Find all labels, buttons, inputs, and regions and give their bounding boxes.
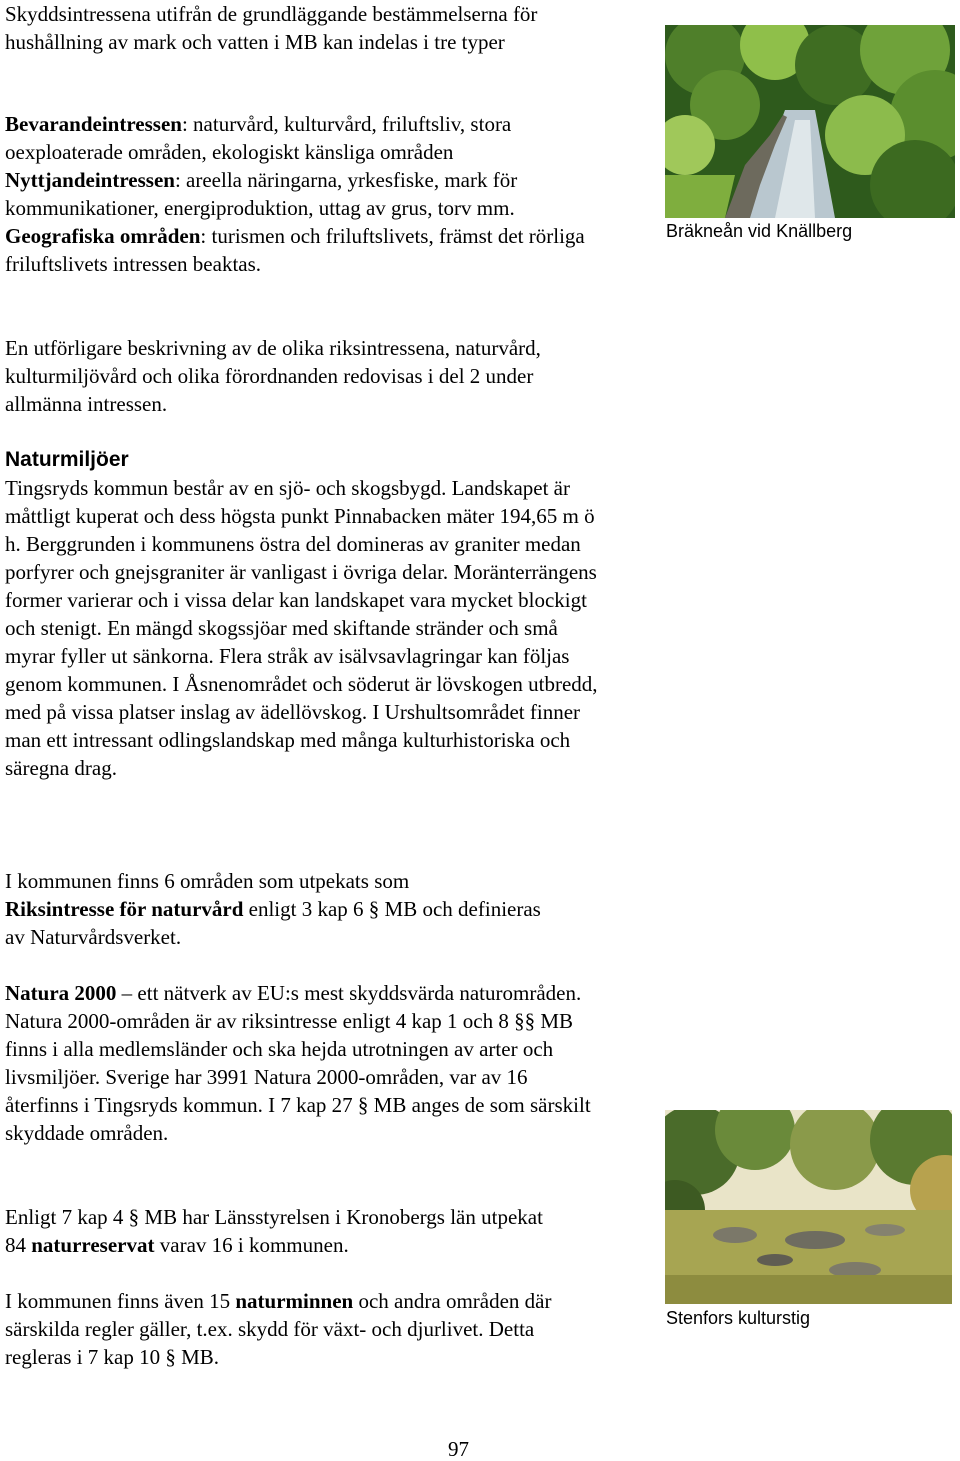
- naturmiljoer-text: Tingsryds kommun består av en sjö- och skogsbygd. Landskapet är måttligt kuperat och dess högsta punkt Pinnabacken mäter 194,65 m ö h. Berggrunden i kommunens östra del domineras av graniter medan porfyrer och gnejsgraniter är vanligast i övriga delar. Moränterrängens former varierar och i vissa delar kan landskapet vara mycket blockigt och stenigt. En mängd skogssjöar med skiftande stränder och små myrar fyller ut sänkorna. Flera stråk av isälvsavlagringar kan följas genom kommunen. I Åsnenområdet och söderut är lövskogen utbredd, med på vissa platser inslag av ädellövskog. I Urshultsområdet finner man ett intressant odlingslandskap med många kulturhistoriska och säregna drag.: [5, 476, 598, 780]
- river-photo: [665, 25, 955, 218]
- paragraph-riksintresse: [5, 867, 565, 951]
- riksintresse-text: I kommunen finns 6 områden som utpekats som Riksintresse för naturvård enligt 3 kap 6 § MB och definieras av Naturvårdsverket.: [5, 869, 541, 949]
- paragraph-beskrivning: [5, 334, 565, 418]
- beskrivning-text: En utförligare beskrivning av de olika riksintressena, naturvård, kulturmiljövård och olika förordnanden redovisas i del 2 under allmänna intressen.: [5, 336, 541, 416]
- section-heading: Naturmiljöer: [5, 448, 129, 471]
- term-nyttjandeintressen: Nyttjandeintressen: [5, 168, 175, 192]
- stenfors-photo-image: [665, 1110, 952, 1304]
- naturreservat-text: Enligt 7 kap 4 § MB har Länsstyrelsen i Kronobergs län utpekat 84 naturreservat varav 16 i kommunen.: [5, 1205, 543, 1257]
- paragraph-intresse-typer: [5, 110, 605, 278]
- paragraph-naturminnen: [5, 1287, 565, 1371]
- term-riksintresse-naturvard: Riksintresse för naturvård: [5, 897, 244, 921]
- naturminnen-text: I kommunen finns även 15 naturminnen och andra områden där särskilda regler gäller, t.ex. skydd för växt- och djurlivet. Detta regleras i 7 kap 10 § MB.: [5, 1289, 552, 1369]
- paragraph-skyddsintressen: [5, 0, 605, 56]
- term-natura2000: Natura 2000: [5, 981, 117, 1005]
- term-bevarandeintressen: Bevarandeintressen: [5, 112, 182, 136]
- intro-text: Skyddsintressena utifrån de grundläggande bestämmelserna för hushållning av mark och vatten i MB kan indelas i tre typer: [5, 2, 538, 54]
- term-naturminnen: naturminnen: [235, 1289, 354, 1313]
- paragraph-naturreservat: [5, 1203, 565, 1259]
- term-geografiska-omraden: Geografiska områden: [5, 224, 201, 248]
- intresse-typer-text: Bevarandeintressen: naturvård, kulturvård, friluftsliv, stora oexploaterade områden, ekologiskt känsliga områden Nyttjandeintressen: areella näringarna, yrkesfiske, mark för kommunikationer, energiproduktion, uttag av grus, torv mm. Geografiska områden: turismen och friluftslivets, främst det rörliga friluftslivets intressen beaktas.: [5, 112, 585, 276]
- term-naturreservat: naturreservat: [31, 1233, 155, 1257]
- natura2000-text: Natura 2000 – ett nätverk av EU:s mest skyddsvärda naturområden. Natura 2000-områden är av riksintresse enligt 4 kap 1 och 8 §§ MB finns i alla medlemsländer och ska hejda utrotningen av arter och livsmiljöer. Sverige har 3991 Natura 2000-områden, var av 16 återfinns i Tingsryds kommun. I 7 kap 27 § MB anges de som särskilt skyddade områden.: [5, 981, 591, 1145]
- section-naturmiljoer: [5, 446, 605, 782]
- river-photo-caption: Bräkneån vid Knällberg: [666, 221, 853, 241]
- stenfors-photo: [665, 1110, 952, 1304]
- page-number: 97: [448, 1437, 469, 1461]
- stenfors-photo-caption: Stenfors kulturstig: [666, 1308, 811, 1328]
- river-photo-image: [665, 25, 955, 218]
- paragraph-natura2000: [5, 979, 605, 1147]
